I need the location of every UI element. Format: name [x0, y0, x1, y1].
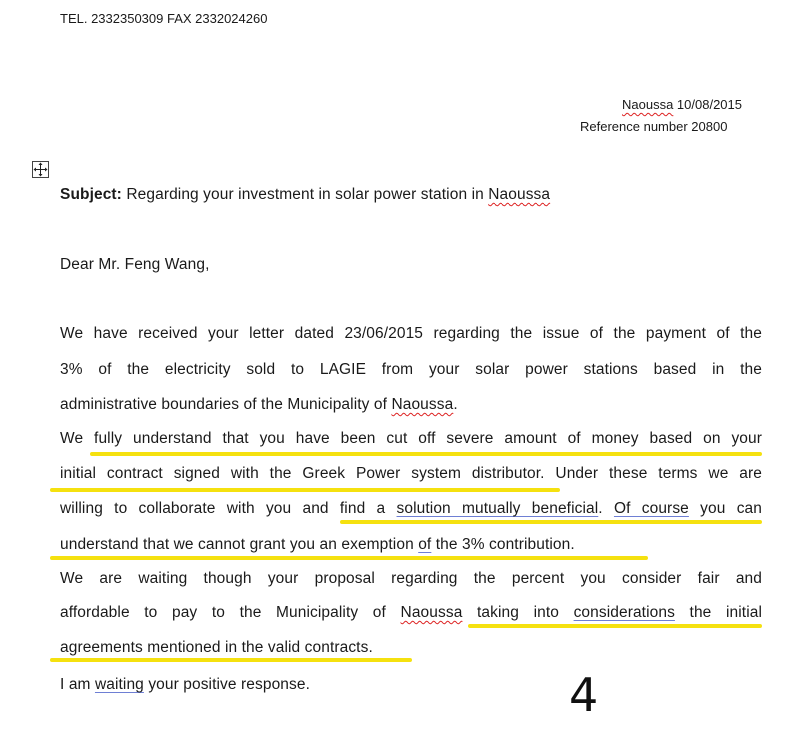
paragraph-line — [60, 536, 575, 554]
text: the initial — [674, 604, 763, 621]
text: willing to collaborate with you and find a — [60, 500, 397, 517]
paragraph-line: We fully understand that you have been cut off severe amount of money based on your — [60, 430, 762, 447]
text: . — [453, 396, 458, 413]
text: taking into — [462, 604, 574, 621]
contact-line: TEL. 2332350309 FAX 2332024260 — [60, 11, 268, 26]
subject-label: Subject: — [60, 186, 122, 203]
paragraph-line: We have received your letter dated 23/06/2015 regarding the issue of the payment of the — [60, 325, 762, 342]
paragraph-line: initial contract signed with the Greek Power system distributor. Under these terms we are — [60, 465, 762, 482]
highlight-line — [50, 488, 560, 492]
subject-text: Regarding your investment in solar power station in — [121, 186, 489, 203]
highlight-line — [90, 452, 762, 456]
paragraph-line: agreements mentioned in the valid contracts. — [60, 639, 373, 656]
highlight-line — [50, 658, 412, 662]
text: administrative boundaries of the Municipality of — [60, 396, 392, 413]
reference-number: Reference number 20800 — [580, 119, 728, 134]
page-number: 4 — [569, 668, 599, 722]
text: . — [598, 500, 614, 517]
grammar-flag: Of course — [613, 500, 689, 517]
highlight-line — [50, 556, 648, 560]
highlight-line — [340, 520, 762, 524]
grammar-flag: solution mutually beneficial — [396, 500, 599, 517]
place-name: Naoussa — [391, 396, 454, 413]
highlight-line — [468, 624, 762, 628]
paragraph-line: We are waiting though your proposal regarding the percent you consider fair and — [60, 570, 762, 587]
subject-place: Naoussa — [488, 186, 551, 203]
text: you can — [688, 500, 762, 517]
move-handle-icon[interactable] — [32, 161, 49, 178]
closing-line — [60, 676, 310, 694]
place-name: Naoussa — [622, 97, 674, 112]
grammar-flag: of — [418, 536, 432, 553]
grammar-flag: waiting — [94, 676, 144, 693]
text: affordable to pay to the Municipality of — [60, 604, 401, 621]
text: understand that we cannot grant you an exemption — [60, 536, 419, 553]
paragraph-line: 3% of the electricity sold to LAGIE from your solar power stations based in the — [60, 361, 762, 378]
paragraph-line — [60, 604, 762, 622]
greeting: Dear Mr. Feng Wang, — [60, 256, 210, 273]
text: the 3% contribution. — [431, 536, 575, 553]
paragraph-line — [60, 396, 458, 414]
place-name: Naoussa — [400, 604, 463, 621]
subject-line — [60, 186, 550, 204]
text: your positive response. — [143, 676, 311, 693]
date: 10/08/2015 — [673, 97, 742, 112]
paragraph-line — [60, 500, 762, 518]
place-date — [622, 97, 742, 112]
text: I am — [60, 676, 95, 693]
grammar-flag: considerations — [573, 604, 675, 621]
